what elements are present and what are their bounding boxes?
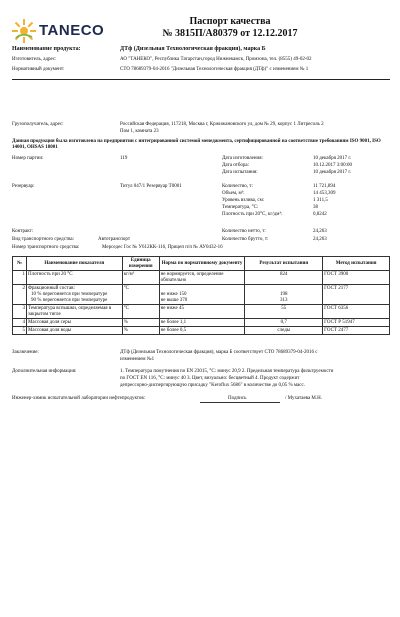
contract-label: Контракт: [12, 229, 34, 234]
row-result: 824 [245, 271, 323, 285]
row-unit: % [122, 327, 159, 335]
row-unit: °С [122, 285, 159, 305]
temperature-label: Температура, °С: [222, 205, 259, 210]
vehicle-value: Мерседес Гос № У612КК-116, Прицеп п/п № АУ0432-16 [102, 245, 223, 250]
density-value: 0,8242 [313, 212, 327, 217]
level-label: Уровень взлива, см: [222, 198, 265, 203]
row-unit: кг/м³ [122, 271, 159, 285]
col-header-norm: Норма по нормативному документу [159, 257, 245, 271]
temperature-value: 38 [313, 205, 318, 210]
divider [12, 79, 390, 80]
col-header-result: Результат испытания [245, 257, 323, 271]
row-method: ГОСТ Р 51947 [323, 319, 390, 327]
volume-value: 14 453,309 [313, 191, 336, 196]
row-result-sub: 198 [280, 291, 288, 297]
table-row [13, 285, 390, 305]
transport-value: Автотранспорт [98, 237, 131, 242]
density-label: Плотность при 20°С, кг/дм³: [222, 212, 283, 217]
row-number: 4 [13, 319, 27, 327]
made-date-value: 10 декабря 2017 г. [313, 156, 352, 161]
table-row [13, 327, 390, 335]
conclusion-label: Заключение: [12, 350, 39, 355]
gross-label: Количество брутто, т: [222, 237, 269, 242]
normdoc-label: Нормативный документ: [12, 67, 65, 72]
qty-label: Количество, т: [222, 184, 253, 189]
row-result: 0,7 [245, 319, 323, 327]
consignee-label: Грузополучатель, адрес: [12, 122, 64, 127]
quality-table [12, 256, 390, 335]
tank-label: Резервуар: [12, 184, 35, 189]
net-label: Количество нетто, т: [222, 229, 266, 234]
col-header-method: Метод испытания [323, 257, 390, 271]
row-name: Массовая доля серы [26, 319, 122, 327]
row-name-sub: 90 % перегоняется при температуре [30, 297, 108, 303]
certification-text: Данная продукция была изготовлена на предприятии с интегрированной системой менеджмента, сертифицированной на соответствие требованиям ISO 9001, ISO 14001, OHSAS 18001 [12, 139, 381, 150]
row-result: следы [245, 327, 323, 335]
row-name: Температура вспышки, определяемая в закрытом тигле [26, 305, 122, 319]
maker-value: АО "ТАНЕКО", Республика Татарстан,город Нижнекамск, Промзона, тел. (8555) 49-02-02 [120, 57, 312, 62]
batch-label: Номер партии: [12, 156, 44, 161]
additional-line1: 1. Температура помутнения по EN 23015, °С: минус 20,9 2. Предельная температура фильтруемости [120, 369, 334, 374]
company-logo [12, 18, 112, 44]
row-name: Массовая доля воды [26, 327, 122, 335]
row-norm-sub: не выше 370 [160, 297, 188, 303]
sample-date-value: 10.12.2017 3:00:00 [313, 163, 353, 168]
sun-icon [12, 19, 36, 43]
row-unit: °С [122, 305, 159, 319]
product-label: Наименование продукта: [12, 46, 81, 52]
row-result-sub: 313 [280, 297, 288, 303]
row-norm: не нормируется, определение обязательно [159, 271, 245, 285]
sample-date-label: Дата отбора: [222, 163, 249, 168]
row-result [245, 285, 323, 305]
vehicle-label: Номер транспортного средства: [12, 245, 80, 250]
normdoc-value: СТО 78689379-04-2016 "Дизельная Технологическая фракция (ДТф)" с изменением № 1 [120, 67, 309, 72]
table-header-row [13, 257, 390, 271]
row-number: 3 [13, 305, 27, 319]
level-value: 1 311,5 [313, 198, 328, 203]
product-value: ДТф (Дизельная Технологическая фракция), марка Б [120, 46, 266, 52]
col-header-unit: Единица измерения [122, 257, 159, 271]
qty-value: 11 721,894 [313, 184, 336, 189]
row-norm: не более 1,1 [159, 319, 245, 327]
table-row [13, 305, 390, 319]
gross-value: 24,263 [313, 237, 327, 242]
additional-label: Дополнительная информация: [12, 369, 77, 374]
row-norm [159, 285, 245, 305]
conclusion-line2: изменением №1 [120, 357, 155, 362]
col-header-name: Наименование показателя [26, 257, 122, 271]
row-norm-sub: не ниже 150 [160, 291, 187, 297]
net-value: 24,263 [313, 229, 327, 234]
signature-role: Инженер-химик испытательной лаборатории нефтепродуктов: [12, 396, 146, 401]
logo-text: TANECO [39, 22, 105, 39]
row-name: Плотность при 20 °С [26, 271, 122, 285]
row-name-main: Фракционный состав: [27, 285, 75, 291]
row-norm: не более 0,5 [159, 327, 245, 335]
row-name-sub: 10 % перегоняется при температуре [30, 291, 108, 297]
batch-value: 119 [120, 156, 128, 161]
document-number: № 3815П/А80379 от 12.12.2017 [162, 28, 298, 39]
row-number: 2 [13, 285, 27, 305]
made-date-label: Дата изготовления: [222, 156, 263, 161]
table-row [13, 319, 390, 327]
consignee-line1: Российская Федерация, 117218, Москва г, Кржижановского ул, дом № 29, корпус 1 Литресоль 2 [120, 122, 324, 127]
consignee-line2: Пом 1, комната 23 [120, 129, 159, 134]
signature-line [200, 402, 280, 403]
row-method: ГОСТ 2177 [323, 285, 390, 305]
col-header-number: № [13, 257, 27, 271]
tank-value: Титул 047/1 Резервуар Т0001 [120, 184, 182, 189]
volume-label: Объем, м³: [222, 191, 245, 196]
conclusion-line1: ДТф (Дизельная Технологическая фракция), марка Б соответствует СТО 78689379-04-2016 с [120, 350, 318, 355]
row-name [26, 285, 122, 305]
table-row [13, 271, 390, 285]
row-number: 1 [13, 271, 27, 285]
additional-line3: депрессорно-диспергирующую присадку "Keroflux 5686" в количестве до 0,05 % масс. [120, 383, 305, 388]
row-method: ГОСТ 3900 [323, 271, 390, 285]
row-norm: не ниже 45 [159, 305, 245, 319]
signer-name: / Мухатаева М.Н. [285, 396, 322, 401]
test-date-value: 10 декабря 2017 г. [313, 170, 352, 175]
transport-label: Вид транспортного средства: [12, 237, 75, 242]
row-number: 5 [13, 327, 27, 335]
row-method: ГОСТ 2477 [323, 327, 390, 335]
maker-label: Изготовитель, адрес: [12, 57, 57, 62]
additional-line2: по ГОСТ EN 116, °С: минус 40 3. Цвет, визуально: бесцветный 4. Продукт содержит [120, 376, 300, 381]
row-unit: % [122, 319, 159, 327]
test-date-label: Дата испытания: [222, 170, 258, 175]
signature-label: Подпись [228, 396, 247, 401]
document-title: Паспорт качества [189, 16, 271, 27]
row-method: ГОСТ 6356 [323, 305, 390, 319]
row-result: 55 [245, 305, 323, 319]
